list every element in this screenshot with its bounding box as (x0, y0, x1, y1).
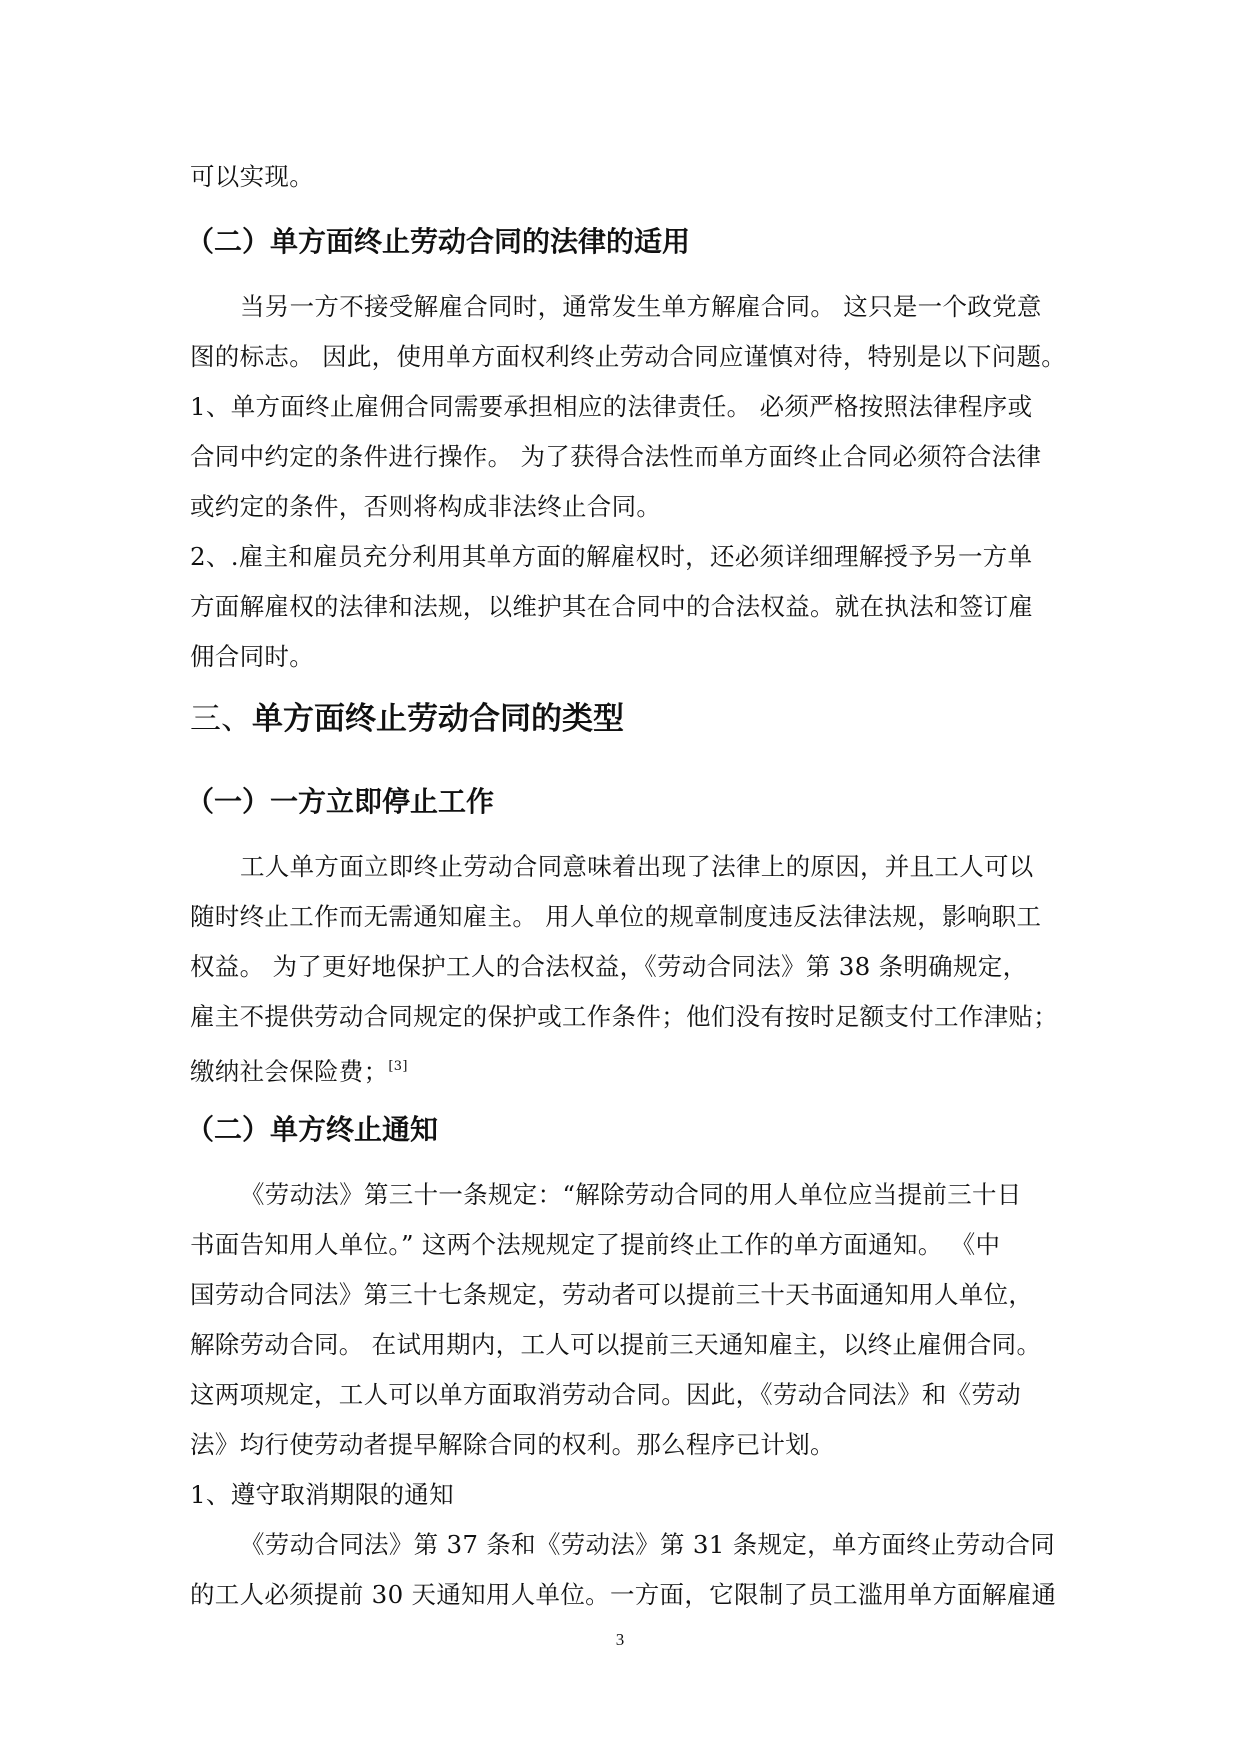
citation-ref: [3] (388, 1059, 408, 1074)
text-line: 1、单方面终止雇佣合同需要承担相应的法律责任。 必须严格按照法律程序或 (190, 392, 1033, 421)
text-line (190, 1050, 408, 1089)
text-line: 这两项规定，工人可以单方面取消劳动合同。因此，《劳动合同法》和《劳动 (190, 1380, 1021, 1409)
chapter-heading (190, 697, 624, 741)
text-line: 《劳动合同法》第 37 条和《劳动法》第 31 条规定，单方面终止劳动合同 (240, 1530, 1056, 1559)
text-line: 合同中约定的条件进行操作。 为了获得合法性而单方面终止合同必须符合法律 (190, 442, 1042, 471)
text-line: 解除劳动合同。 在试用期内，工人可以提前三天通知雇主，以终止雇佣合同。 (190, 1330, 1042, 1359)
section-heading: （二）单方面终止劳动合同的法律的适用 (186, 225, 691, 258)
chapter-heading-text: 单方面终止劳动合同的类型 (252, 701, 624, 737)
text-line: 方面解雇权的法律和法规，以维护其在合同中的合法权益。就在执法和签订雇 (190, 592, 1034, 621)
text-line-content: 缴纳社会保险费； (190, 1057, 389, 1086)
text-line: 《劳动法》第三十一条规定：“解除劳动合同的用人单位应当提前三十日 (240, 1180, 1022, 1209)
text-line: 权益。 为了更好地保护工人的合法权益，《劳动合同法》第 38 条明确规定， (190, 952, 1028, 981)
section-heading: （二）单方终止通知 (186, 1113, 439, 1146)
text-line: 书面告知用人单位。” 这两个法规规定了提前终止工作的单方面通知。 《中 (190, 1230, 1001, 1259)
text-line: 法》均行使劳动者提早解除合同的权利。那么程序已计划。 (190, 1430, 835, 1459)
text-line: 随时终止工作而无需通知雇主。 用人单位的规章制度违反法律法规，影响职工 (190, 902, 1042, 931)
text-line: 国劳动合同法》第三十七条规定，劳动者可以提前三十天书面通知用人单位， (190, 1280, 1034, 1309)
text-line: 2、.雇主和雇员充分利用其单方面的解雇权时，还必须详细理解授予另一方单 (190, 542, 1033, 571)
text-line: 可以实现。 (190, 162, 314, 191)
text-line: 当另一方不接受解雇合同时，通常发生单方解雇合同。 这只是一个政党意 (240, 292, 1042, 321)
section-heading: （一）一方立即停止工作 (186, 785, 495, 818)
text-line: 或约定的条件，否则将构成非法终止合同。 (190, 492, 662, 521)
page-number: 3 (615, 1630, 625, 1649)
text-line: 1、遵守取消期限的通知 (190, 1480, 454, 1509)
chapter-heading-prefix: 三、 (190, 701, 252, 737)
text-line: 工人单方面立即终止劳动合同意味着出现了法律上的原因，并且工人可以 (240, 852, 1034, 881)
text-line: 图的标志。 因此，使用单方面权利终止劳动合同应谨慎对待，特别是以下问题。 (190, 342, 1067, 371)
text-line: 佣合同时。 (190, 642, 314, 671)
text-line: 的工人必须提前 30 天通知用人单位。一方面，它限制了员工滥用单方面解雇通 (190, 1580, 1057, 1609)
text-line: 雇主不提供劳动合同规定的保护或工作条件；他们没有按时足额支付工作津贴； (190, 1002, 1058, 1031)
